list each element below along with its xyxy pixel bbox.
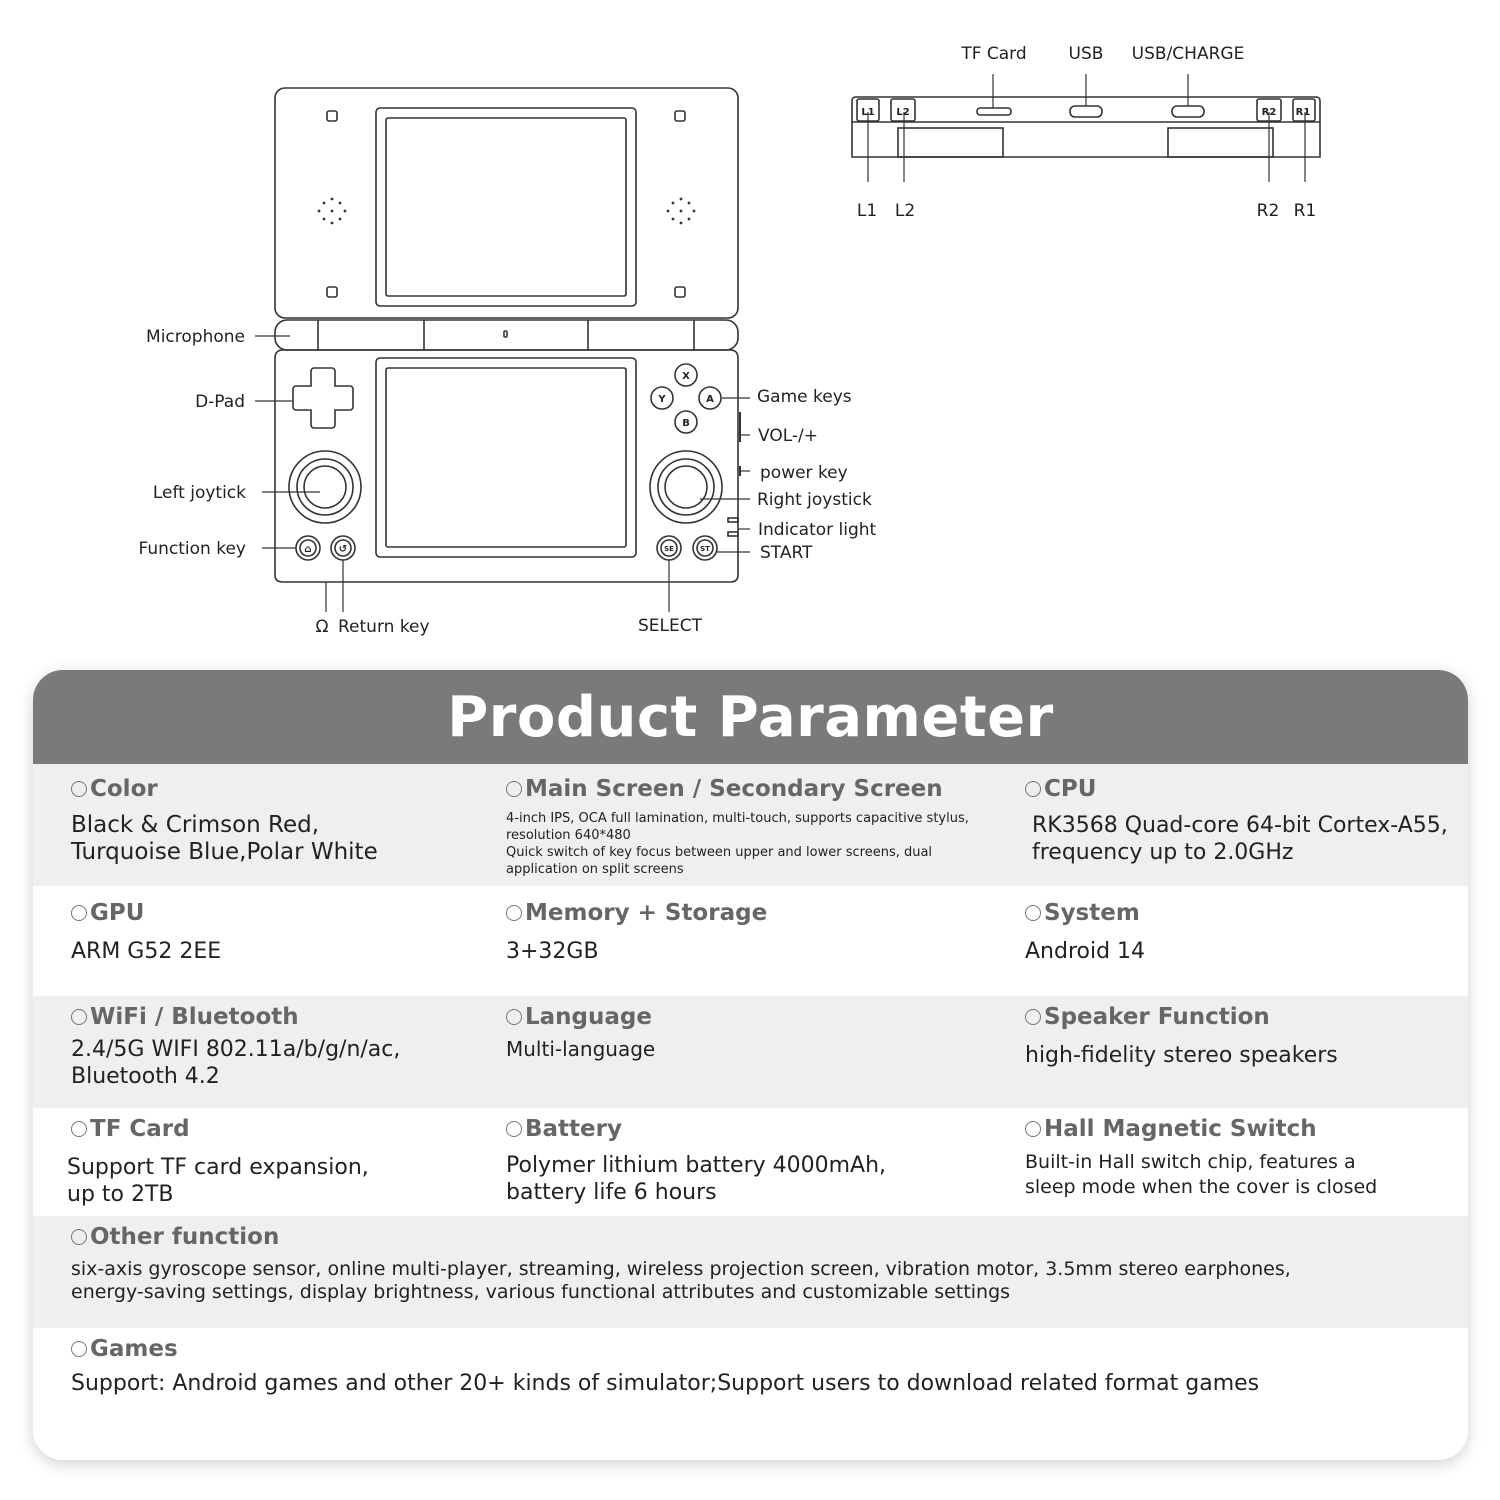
param-title: GPU bbox=[90, 900, 145, 926]
param-wifi bbox=[71, 1004, 400, 1090]
param-title: System bbox=[1044, 900, 1140, 926]
param-value-line: six-axis gyroscope sensor, online multi-player, streaming, wireless projection screen, vibration motor, 3.5mm stereo earphones, bbox=[71, 1258, 1291, 1280]
param-row-3 bbox=[33, 996, 1468, 1108]
lower-screen-bezel bbox=[376, 358, 636, 557]
param-title: TF Card bbox=[90, 1116, 190, 1142]
function-key-glyph: ⌂ bbox=[304, 544, 312, 555]
param-value-line: 3+32GB bbox=[506, 939, 599, 964]
panel-header bbox=[33, 670, 1468, 764]
param-value-line: resolution 640*480 bbox=[506, 828, 631, 843]
bullet-circle-icon bbox=[1025, 1009, 1041, 1025]
param-gpu bbox=[71, 900, 221, 965]
bullet-circle-icon bbox=[71, 1009, 87, 1025]
param-value-line: energy-saving settings, display brightness, various functional attributes and customizable settings bbox=[71, 1281, 1011, 1303]
key-st-label: ST bbox=[700, 545, 710, 553]
label-power-key: power key bbox=[760, 463, 848, 483]
bullet-circle-icon bbox=[506, 905, 522, 921]
key-se-label: SE bbox=[664, 545, 674, 553]
param-language bbox=[506, 1004, 655, 1063]
param-title: Color bbox=[90, 776, 158, 802]
return-key-glyph: ↺ bbox=[338, 544, 348, 555]
bullet-circle-icon bbox=[71, 1341, 87, 1357]
tf-card-slot bbox=[977, 108, 1011, 115]
param-value-line: Built-in Hall switch chip, features a bbox=[1025, 1151, 1356, 1173]
usb-charge-port bbox=[1172, 106, 1204, 117]
key-y-label: Y bbox=[658, 394, 666, 405]
key-x-label: X bbox=[682, 371, 690, 382]
param-value-line: Quick switch of key focus between upper and lower screens, dual bbox=[506, 845, 933, 860]
param-value-line: Support TF card expansion, bbox=[67, 1155, 369, 1180]
param-speaker bbox=[1025, 1004, 1338, 1069]
microphone-hole bbox=[504, 331, 507, 337]
bullet-circle-icon bbox=[1025, 905, 1041, 921]
param-cpu bbox=[1025, 776, 1448, 866]
bullet-circle-icon bbox=[71, 905, 87, 921]
param-value-line: frequency up to 2.0GHz bbox=[1032, 840, 1294, 865]
bullet-circle-icon bbox=[1025, 1121, 1041, 1137]
param-value-line: Black & Crimson Red, bbox=[71, 812, 320, 838]
param-value-line: Polymer lithium battery 4000mAh, bbox=[506, 1153, 887, 1178]
device-diagram bbox=[0, 0, 1500, 660]
label-r2: R2 bbox=[1256, 201, 1280, 221]
r1-key-label: R1 bbox=[1295, 107, 1311, 118]
l1-key-label: L1 bbox=[861, 107, 875, 118]
param-other-function bbox=[71, 1224, 1441, 1304]
indicator-light-1 bbox=[728, 518, 738, 522]
dpad bbox=[293, 368, 353, 428]
label-start: START bbox=[760, 543, 813, 563]
speaker-grill-right bbox=[667, 198, 696, 225]
upper-lid bbox=[275, 88, 738, 318]
param-value-line: Android 14 bbox=[1025, 939, 1146, 964]
label-tf-card: TF Card bbox=[961, 44, 1027, 64]
bullet-circle-icon bbox=[71, 1229, 87, 1245]
indicator-light-2 bbox=[728, 532, 738, 536]
label-select: SELECT bbox=[638, 616, 702, 636]
bullet-circle-icon bbox=[1025, 781, 1041, 797]
param-row-4 bbox=[33, 1108, 1468, 1216]
label-return-key: Return key bbox=[338, 617, 430, 637]
param-value-line: application on split screens bbox=[506, 862, 684, 877]
bullet-circle-icon bbox=[506, 1121, 522, 1137]
param-title: Games bbox=[90, 1336, 178, 1362]
label-microphone: Microphone bbox=[146, 327, 245, 347]
param-system bbox=[1025, 900, 1145, 965]
param-value-line: high-fidelity stereo speakers bbox=[1025, 1043, 1338, 1068]
lid-screw-bl bbox=[327, 287, 337, 297]
lid-screw-tl bbox=[327, 111, 337, 121]
r2-key-label: R2 bbox=[1261, 107, 1277, 118]
lid-screw-br bbox=[675, 287, 685, 297]
l2-key-label: L2 bbox=[896, 107, 910, 118]
label-l1: L1 bbox=[856, 201, 878, 221]
param-title: Other function bbox=[90, 1224, 280, 1250]
label-usb: USB bbox=[1068, 44, 1104, 64]
product-parameter-panel bbox=[33, 670, 1468, 1460]
label-r1: R1 bbox=[1293, 201, 1317, 221]
right-joystick-ring bbox=[650, 451, 722, 523]
param-title: Memory + Storage bbox=[525, 900, 768, 926]
param-row-games bbox=[33, 1328, 1468, 1460]
usb-port bbox=[1070, 106, 1102, 117]
param-title: Battery bbox=[525, 1116, 622, 1142]
param-value-line: 4-inch IPS, OCA full lamination, multi-touch, supports capacitive stylus, bbox=[506, 811, 969, 826]
param-value-line: up to 2TB bbox=[67, 1182, 174, 1207]
label-vol: VOL-/+ bbox=[758, 426, 818, 446]
param-battery bbox=[506, 1116, 886, 1206]
param-screen bbox=[506, 776, 1026, 878]
lower-screen bbox=[386, 368, 626, 547]
param-value-line: ARM G52 2EE bbox=[71, 939, 222, 964]
key-b-label: B bbox=[682, 418, 690, 429]
speaker-grill-left bbox=[318, 198, 347, 225]
param-title: Language bbox=[525, 1004, 652, 1030]
upper-screen bbox=[386, 118, 626, 296]
label-right-joystick: Right joystick bbox=[757, 490, 872, 510]
bullet-circle-icon bbox=[71, 781, 87, 797]
param-color bbox=[71, 776, 378, 866]
param-tf-card bbox=[67, 1116, 369, 1208]
param-value-line: Bluetooth 4.2 bbox=[71, 1064, 220, 1089]
param-hall-switch bbox=[1025, 1116, 1377, 1200]
label-dpad: D-Pad bbox=[195, 392, 245, 412]
label-indicator-light: Indicator light bbox=[758, 520, 877, 540]
param-value-line: Multi-language bbox=[506, 1037, 656, 1061]
left-joystick-ring bbox=[289, 451, 361, 523]
param-title: WiFi / Bluetooth bbox=[90, 1004, 299, 1030]
panel-title: Product Parameter bbox=[447, 684, 1054, 750]
param-value-line: 2.4/5G WIFI 802.11a/b/g/n/ac, bbox=[71, 1037, 401, 1062]
label-game-keys: Game keys bbox=[757, 387, 852, 407]
param-value-line: sleep mode when the cover is closed bbox=[1025, 1176, 1378, 1198]
param-title: CPU bbox=[1044, 776, 1097, 802]
bullet-circle-icon bbox=[71, 1121, 87, 1137]
param-value-line: Turquoise Blue,Polar White bbox=[71, 839, 378, 865]
headphone-icon: Ω bbox=[315, 617, 329, 637]
upper-screen-bezel bbox=[376, 108, 636, 306]
param-value-line: RK3568 Quad-core 64-bit Cortex-A55, bbox=[1032, 813, 1448, 838]
label-left-joystick: Left joytick bbox=[152, 483, 246, 503]
param-value-line: battery life 6 hours bbox=[506, 1180, 717, 1205]
bullet-circle-icon bbox=[506, 781, 522, 797]
param-title: Main Screen / Secondary Screen bbox=[525, 776, 943, 802]
param-games bbox=[71, 1336, 1441, 1397]
label-l2: L2 bbox=[894, 201, 916, 221]
key-a-label: A bbox=[706, 394, 714, 405]
label-function-key: Function key bbox=[138, 539, 246, 559]
param-row-2 bbox=[33, 886, 1468, 996]
param-title: Speaker Function bbox=[1044, 1004, 1270, 1030]
param-memory bbox=[506, 900, 767, 965]
param-row-other bbox=[33, 1216, 1468, 1328]
lid-screw-tr bbox=[675, 111, 685, 121]
bullet-circle-icon bbox=[506, 1009, 522, 1025]
param-title: Hall Magnetic Switch bbox=[1044, 1116, 1317, 1142]
label-usb-charge: USB/CHARGE bbox=[1131, 44, 1245, 64]
param-row-1 bbox=[33, 764, 1468, 886]
param-value-line: Support: Android games and other 20+ kinds of simulator;Support users to download related format games bbox=[71, 1371, 1260, 1396]
